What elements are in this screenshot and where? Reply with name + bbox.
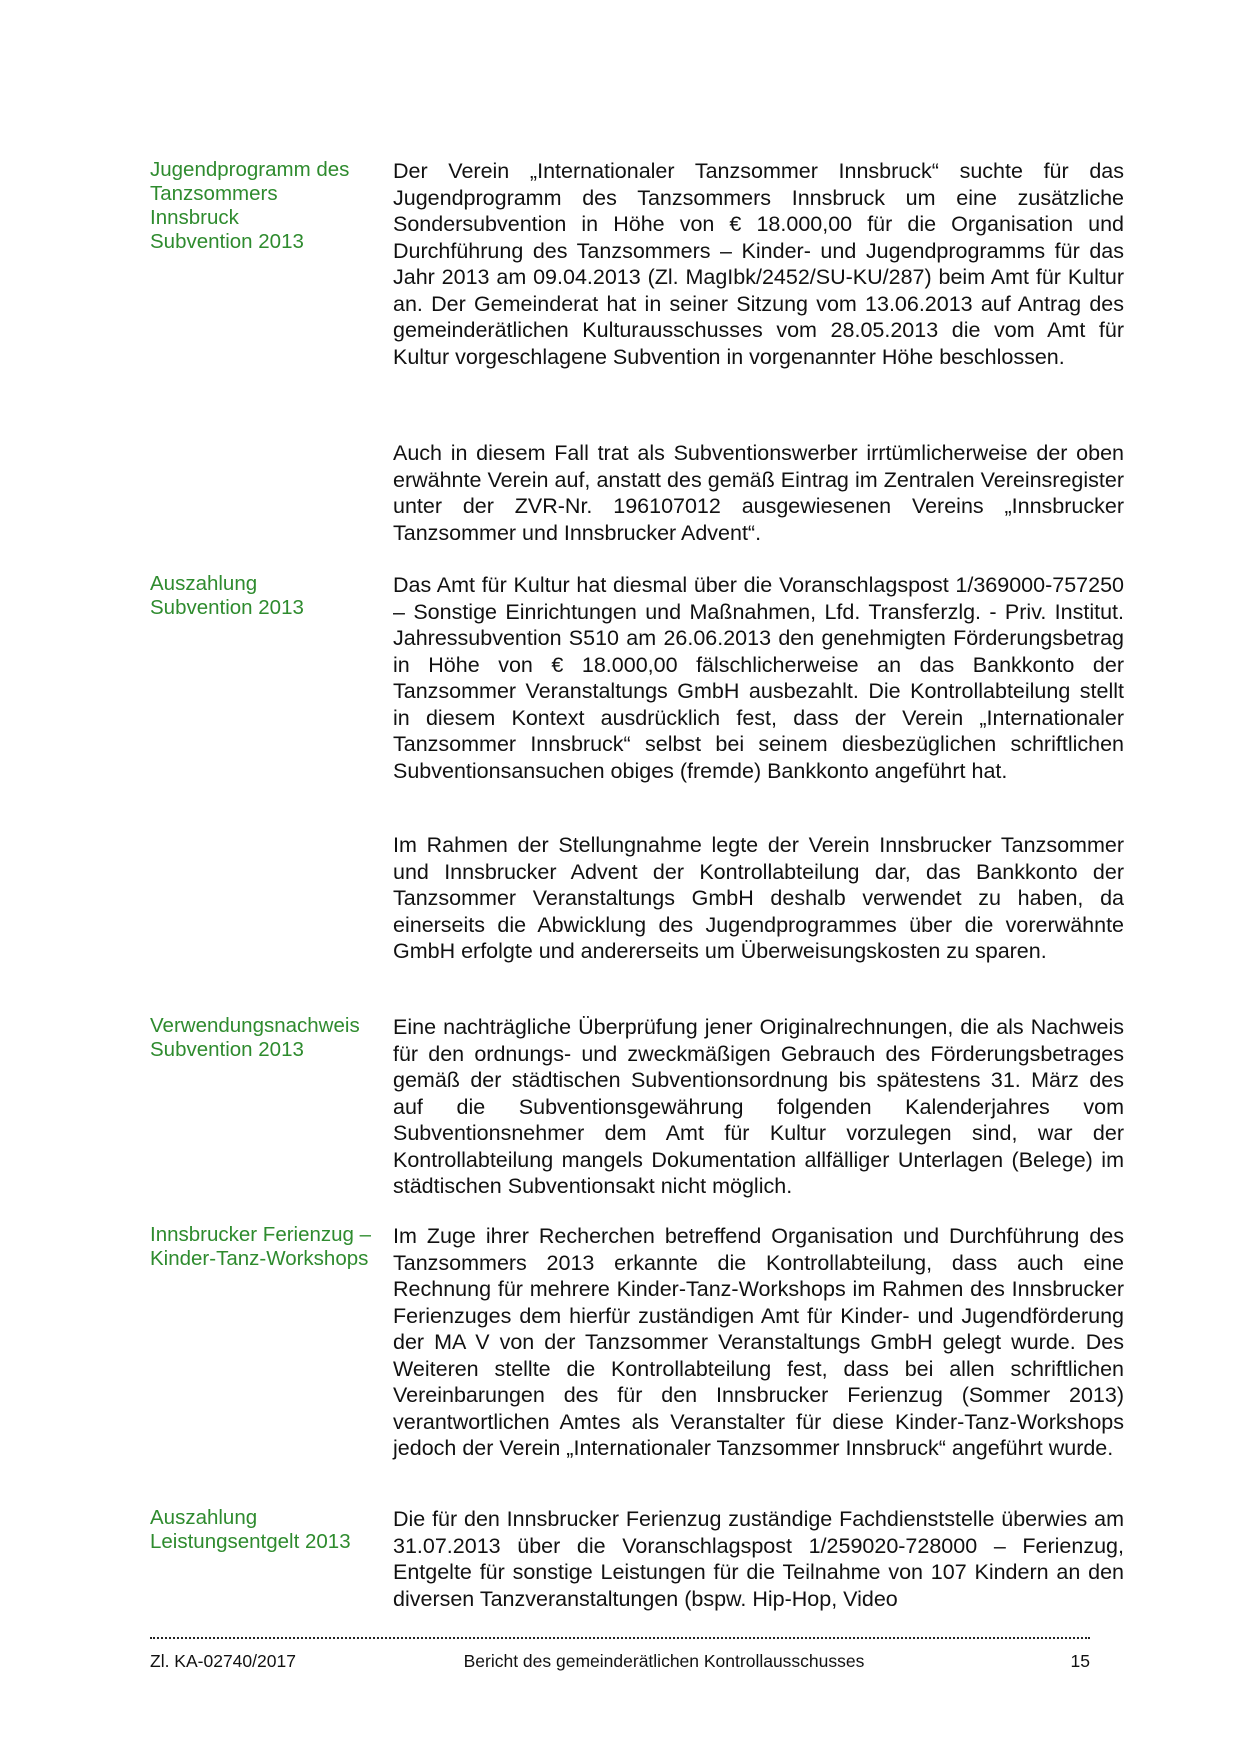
page-number: 15 [1070,1651,1090,1671]
footer-divider [150,1637,1090,1639]
body-paragraph: Die für den Innsbrucker Ferienzug zuständige Fachdienststelle überwies am 31.07.2013 über die Voranschlagspost 1/259020-728000 – Ferienzug, Entgelte für sonstige Leistungen für die Teilnahme von 107 Kindern an den diversen Tanzveranstaltungen (bspw. Hip-Hop, Video [393,1507,1124,1611]
margin-label-line: Innsbruck [150,206,239,229]
margin-label-line: Innsbrucker Ferienzug – [150,1223,372,1246]
footer-reference: Zl. KA-02740/2017 [150,1651,296,1671]
margin-label-line: Subvention 2013 [150,230,304,253]
margin-label-line: Kinder-Tanz-Workshops [150,1247,369,1270]
margin-label-line: Auszahlung [150,572,258,595]
margin-label-line: Subvention 2013 [150,1038,304,1061]
body-paragraph: Das Amt für Kultur hat diesmal über die Voranschlagspost 1/369000-757250 – Sonstige Einrichtungen und Maßnahmen, Lfd. Transferzlg. - Priv. Institut. Jahressubvention S510 am 26.06.2013 den genehmigten Förderungsbetrag in Höhe von € 18.000,00 fälschlicherweise an das Bankkonto der Tanzsommer Veranstaltungs GmbH ausbezahlt. Die Kontrollabteilung stellt in diesem Kontext ausdrücklich fest, dass der Verein „Internationaler Tanzsommer Innsbruck“ selbst bei seinem diesbezüglichen schriftlichen Subventionsansuchen obiges (fremde) Bankkonto angeführt hat. [393,573,1124,783]
margin-label-line: Subvention 2013 [150,596,304,619]
margin-label [150,1506,390,1554]
margin-label [150,572,390,620]
body-paragraph: Im Zuge ihrer Recherchen betreffend Organisation und Durchführung des Tanzsommers 2013 erkannte die Kontrollabteilung, dass auch eine Rechnung für mehrere Kinder-Tanz-Workshops im Rahmen des Innsbrucker Ferienzuges dem hierfür zuständigen Amt für Kinder- und Jugendförderung der MA V von der Tanzsommer Veranstaltungs GmbH gelegt wurde. Des Weiteren stellte die Kontrollabteilung fest, dass bei allen schriftlichen Vereinbarungen des für den Innsbrucker Ferienzug (Sommer 2013) verantwortlichen Amtes als Veranstalter für diese Kinder-Tanz-Workshops jedoch der Verein „Internationaler Tanzsommer Innsbruck“ angeführt wurde. [393,1224,1124,1460]
margin-label-line: Leistungsentgelt 2013 [150,1530,351,1553]
margin-label-line: Auszahlung [150,1506,258,1529]
margin-label-line: Jugendprogramm des [150,158,350,181]
margin-label [150,158,390,254]
footer-title: Bericht des gemeinderätlichen Kontrollausschusses [463,1651,865,1671]
margin-label [150,1014,390,1062]
margin-label-line: Verwendungsnachweis [150,1014,360,1037]
margin-label-line: Tanzsommers [150,182,278,205]
body-paragraph: Der Verein „Internationaler Tanzsommer Innsbruck“ suchte für das Jugendprogramm des Tanzsommers Innsbruck um eine zusätzliche Sondersubvention in Höhe von € 18.000,00 für die Organisation und Durchführung des Tanzsommers – Kinder- und Jugendprogramms für das Jahr 2013 am 09.04.2013 (Zl. MagIbk/2452/SU-KU/287) beim Amt für Kultur an. Der Gemeinderat hat in seiner Sitzung vom 13.06.2013 auf Antrag des gemeinderätlichen Kulturausschusses vom 28.05.2013 die vom Amt für Kultur vorgeschlagene Subvention in vorgenannter Höhe beschlossen. [393,159,1124,369]
body-paragraph: Eine nachträgliche Überprüfung jener Originalrechnungen, die als Nachweis für den ordnungs- und zweckmäßigen Gebrauch des Förderungsbetrages gemäß der städtischen Subventionsordnung bis spätestens 31. März des auf die Subventionsgewährung folgenden Kalenderjahres vom Subventionsnehmer dem Amt für Kultur vorzulegen sind, war der Kontrollabteilung mangels Dokumentation allfälliger Unterlagen (Belege) im städtischen Subventionsakt nicht möglich. [393,1015,1124,1198]
body-paragraph: Im Rahmen der Stellungnahme legte der Verein Innsbrucker Tanzsommer und Innsbrucker Advent der Kontrollabteilung dar, das Bankkonto der Tanzsommer Veranstaltungs GmbH deshalb verwendet zu haben, da einerseits die Abwicklung des Jugendprogrammes über die vorerwähnte GmbH erfolgte und andererseits um Überweisungskosten zu sparen. [393,833,1124,963]
margin-label [150,1223,390,1271]
body-paragraph: Auch in diesem Fall trat als Subventionswerber irrtümlicherweise der oben erwähnte Verein auf, anstatt des gemäß Eintrag im Zentralen Vereinsregister unter der ZVR-Nr. 196107012 ausgewiesenen Vereins „Innsbrucker Tanzsommer und Innsbrucker Advent“. [393,441,1124,545]
